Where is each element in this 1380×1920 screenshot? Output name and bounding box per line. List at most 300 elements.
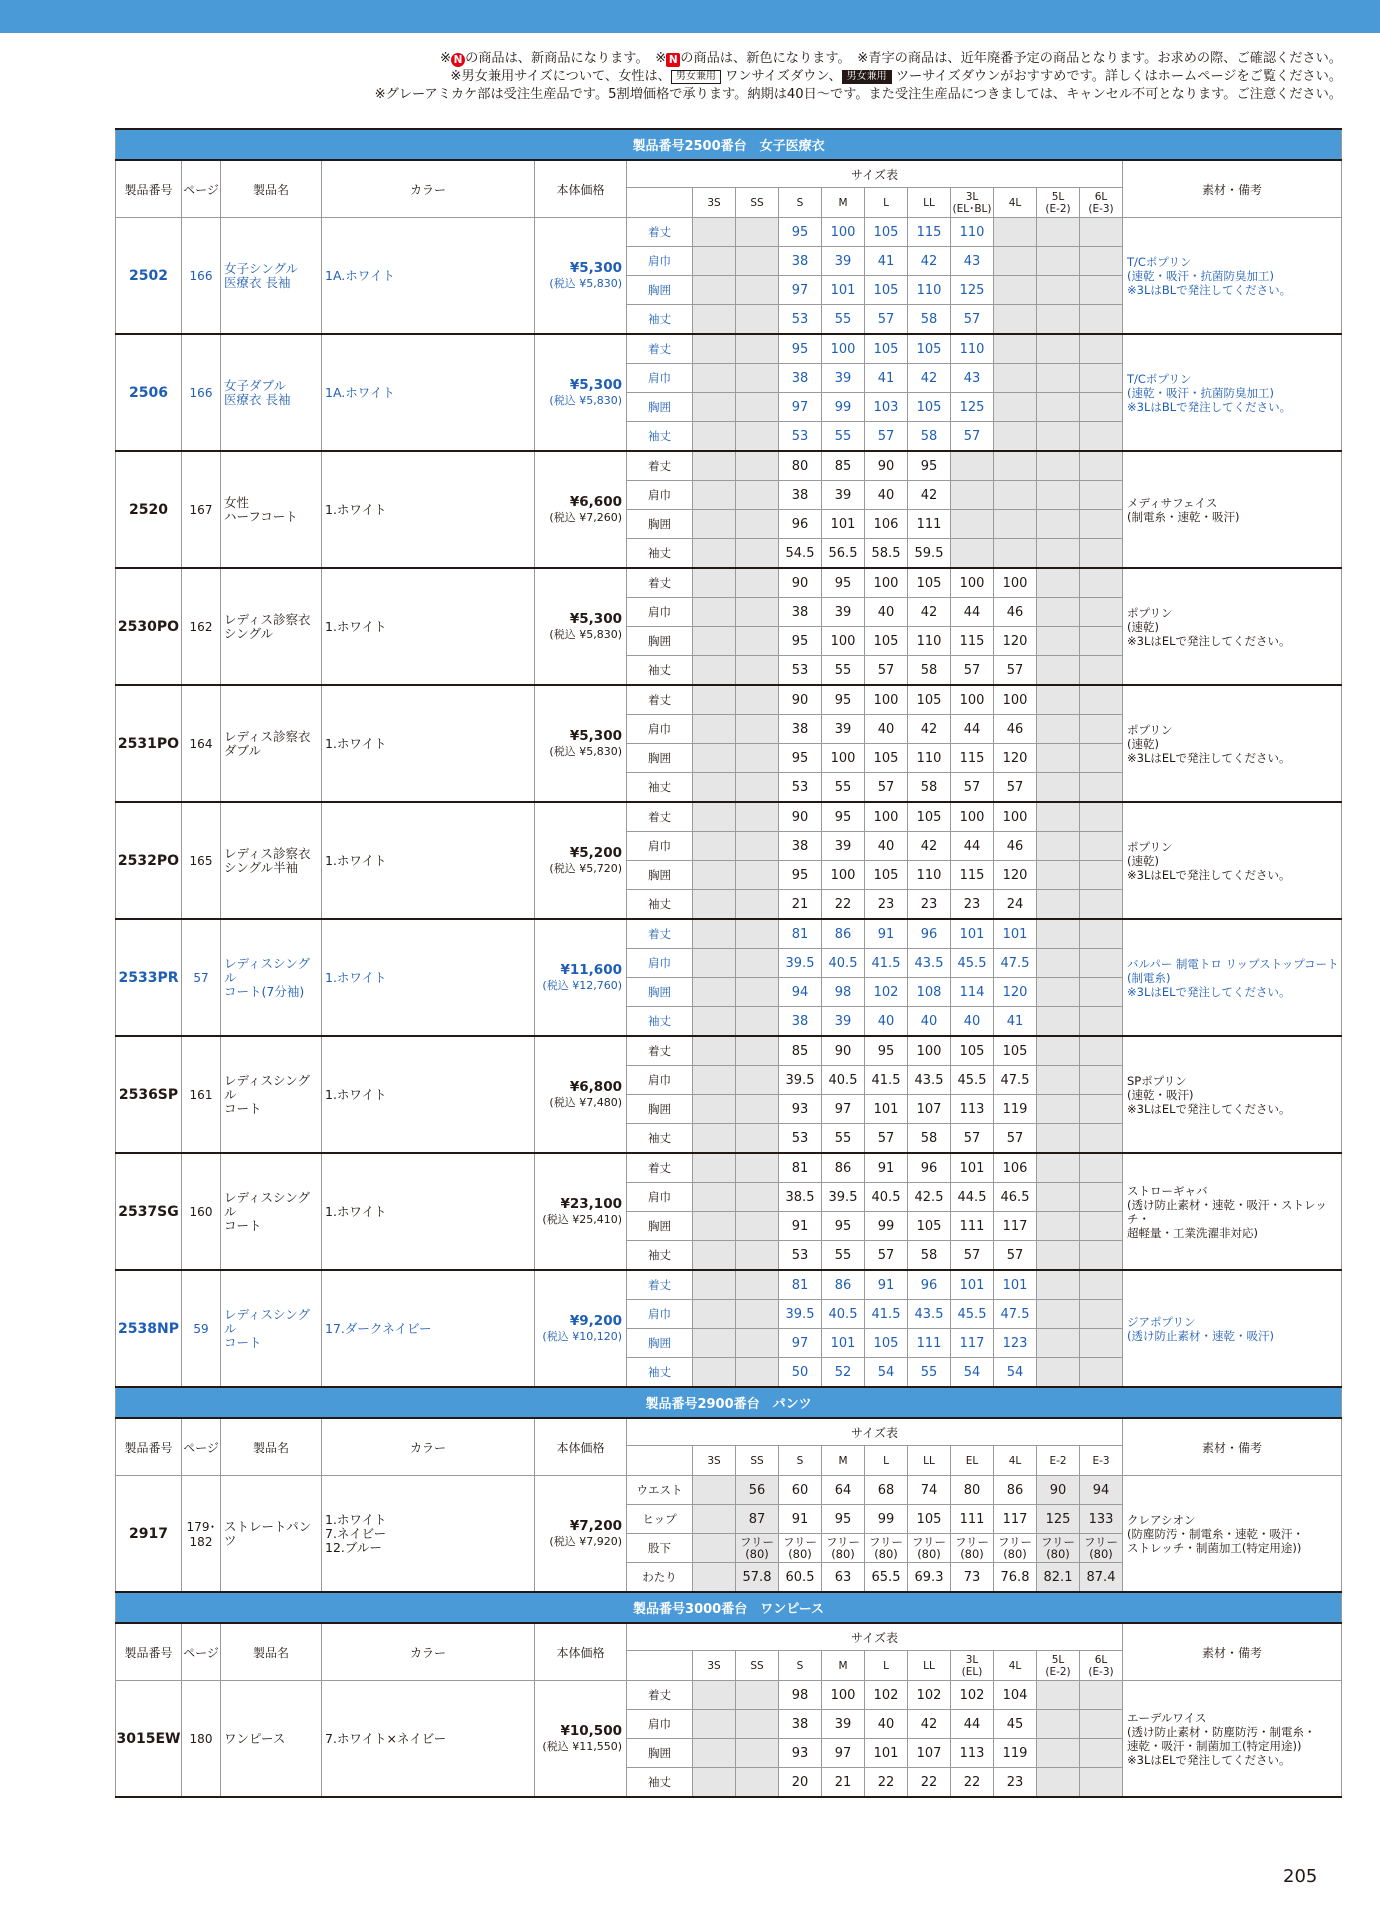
size-value: 105 xyxy=(865,861,908,890)
size-value xyxy=(1037,1681,1080,1710)
size-value xyxy=(693,1476,736,1505)
size-value xyxy=(1080,510,1123,539)
size-value: 41.5 xyxy=(865,949,908,978)
size-value: 100 xyxy=(865,568,908,598)
price-base: ¥5,300 xyxy=(569,727,622,744)
size-header xyxy=(1037,1446,1080,1476)
size-value: 90 xyxy=(779,685,822,715)
measurement-label: 着丈 xyxy=(627,1681,693,1710)
size-value xyxy=(1037,481,1080,510)
size-value: 39.5 xyxy=(779,1300,822,1329)
size-value xyxy=(693,1007,736,1037)
product-number: 2530PO xyxy=(116,568,182,685)
size-value: 41.5 xyxy=(865,1066,908,1095)
unisex-tag-dark: 男女兼用 xyxy=(842,70,892,84)
size-header xyxy=(822,1446,865,1476)
size-value xyxy=(1037,744,1080,773)
page-header: ページ xyxy=(182,1418,221,1476)
size-value xyxy=(951,481,994,510)
size-value: 105 xyxy=(994,1036,1037,1066)
note-text: ワンサイズダウン、 xyxy=(725,69,842,84)
size-value: 95 xyxy=(779,334,822,364)
product-name xyxy=(221,1153,322,1270)
product-color xyxy=(322,685,535,802)
price-base: ¥5,300 xyxy=(569,610,622,627)
size-header xyxy=(951,188,994,218)
size-value: 44 xyxy=(951,1710,994,1739)
product-price xyxy=(535,802,627,919)
size-value: 100 xyxy=(865,802,908,832)
size-value: 40 xyxy=(865,1007,908,1037)
size-value xyxy=(1037,1739,1080,1768)
page-header: ページ xyxy=(182,1623,221,1681)
product-size-row xyxy=(116,451,1342,481)
size-value: 58 xyxy=(908,305,951,335)
material-notes xyxy=(1123,919,1342,1036)
size-value xyxy=(736,627,779,656)
size-value: 22 xyxy=(822,890,865,920)
material-line: ポプリン xyxy=(1127,722,1173,737)
size-value xyxy=(1037,539,1080,569)
size-value: 95 xyxy=(822,802,865,832)
measurement-label: わたり xyxy=(627,1563,693,1593)
size-value xyxy=(736,890,779,920)
size-value: 86 xyxy=(822,919,865,949)
size-value: 76.8 xyxy=(994,1563,1037,1593)
size-value: 85 xyxy=(779,1036,822,1066)
product-number-header: 製品番号 xyxy=(116,160,182,218)
size-value: 43 xyxy=(951,247,994,276)
size-value: 91 xyxy=(865,1270,908,1300)
size-value xyxy=(736,276,779,305)
product-number: 2532PO xyxy=(116,802,182,919)
size-value: 105 xyxy=(865,218,908,247)
size-value xyxy=(736,715,779,744)
size-name: L xyxy=(883,1659,889,1672)
size-value xyxy=(736,451,779,481)
size-table-header: サイズ表 xyxy=(627,1623,1123,1651)
size-value: 57 xyxy=(994,1124,1037,1154)
size-header xyxy=(779,1446,822,1476)
size-value: 100 xyxy=(951,568,994,598)
size-value xyxy=(1037,1124,1080,1154)
size-value: 100 xyxy=(994,802,1037,832)
size-header xyxy=(779,188,822,218)
size-value xyxy=(951,451,994,481)
product-number: 2506 xyxy=(116,334,182,451)
color-line: 1.ホワイト xyxy=(325,501,387,517)
material-line: 速乾・吸汗・制菌加工(特定用途)) xyxy=(1127,1738,1302,1753)
size-value xyxy=(736,598,779,627)
size-value: 105 xyxy=(865,744,908,773)
price-base: ¥9,200 xyxy=(569,1312,622,1329)
product-name xyxy=(221,919,322,1036)
product-name-line: レディスシングル xyxy=(224,955,310,985)
size-value: 120 xyxy=(994,744,1037,773)
notes-block xyxy=(375,50,1342,104)
size-value xyxy=(693,773,736,803)
size-value: 57 xyxy=(951,422,994,452)
note-text: の商品は、新色になります。 ※青字の商品は、近年廃番予定の商品となります。お求めの際、ご確認ください。 xyxy=(680,51,1342,66)
size-header xyxy=(1080,188,1123,218)
price-tax-included: (税込 ¥5,830) xyxy=(549,744,622,758)
product-color xyxy=(322,568,535,685)
note-text: ツーサイズダウンがおすすめです。詳しくはホームページをご覧ください。 xyxy=(895,69,1342,84)
color-header: カラー xyxy=(322,1418,535,1476)
size-value: 24 xyxy=(994,890,1037,920)
price-base: ¥7,200 xyxy=(569,1517,622,1534)
size-value: 41 xyxy=(865,247,908,276)
size-value: 46.5 xyxy=(994,1183,1037,1212)
material-notes xyxy=(1123,1153,1342,1270)
size-value: フリー (80) xyxy=(908,1534,951,1563)
size-value xyxy=(1037,1768,1080,1798)
size-value: 47.5 xyxy=(994,949,1037,978)
size-header xyxy=(994,188,1037,218)
color-line: 7.ホワイト×ネイビー xyxy=(325,1730,447,1746)
measurement-label: 袖丈 xyxy=(627,773,693,803)
product-number-header: 製品番号 xyxy=(116,1623,182,1681)
size-name: 4L xyxy=(1008,1454,1022,1467)
size-value: 100 xyxy=(865,685,908,715)
size-value xyxy=(1080,1153,1123,1183)
size-value xyxy=(693,1358,736,1388)
size-value: 60 xyxy=(779,1476,822,1505)
size-value: 96 xyxy=(908,1153,951,1183)
size-value: 90 xyxy=(1037,1476,1080,1505)
size-value: 86 xyxy=(822,1270,865,1300)
measurement-label: 着丈 xyxy=(627,451,693,481)
size-value: 21 xyxy=(822,1768,865,1798)
product-name-line: レディスシングル xyxy=(224,1072,310,1102)
product-name-line: コート xyxy=(224,1334,262,1350)
color-line: 1.ホワイト xyxy=(325,852,387,868)
size-value xyxy=(693,422,736,452)
measurement-label: 胸囲 xyxy=(627,510,693,539)
size-value xyxy=(1080,305,1123,335)
size-value xyxy=(1080,656,1123,686)
size-value: 80 xyxy=(951,1476,994,1505)
product-name-line: レディスシングル xyxy=(224,1189,310,1219)
size-value: 111 xyxy=(951,1505,994,1534)
material-line: (速乾) xyxy=(1127,619,1159,634)
catalog-page-value: 161 xyxy=(189,1087,213,1102)
size-name: M xyxy=(838,1659,848,1672)
catalog-page xyxy=(182,1036,221,1153)
size-value: 82.1 xyxy=(1037,1563,1080,1593)
note-text: ※ xyxy=(440,51,452,66)
size-value: フリー (80) xyxy=(736,1534,779,1563)
catalog-page xyxy=(182,568,221,685)
size-value: 52 xyxy=(822,1358,865,1388)
size-value xyxy=(736,773,779,803)
size-value: 93 xyxy=(779,1739,822,1768)
size-value: 96 xyxy=(908,919,951,949)
size-value xyxy=(1037,861,1080,890)
size-value: 40.5 xyxy=(822,1300,865,1329)
product-name-line: 女子ダブル xyxy=(224,377,287,393)
size-value: 106 xyxy=(865,510,908,539)
size-value: 81 xyxy=(779,1153,822,1183)
catalog-page-value: 167 xyxy=(189,502,213,517)
size-header xyxy=(951,1651,994,1681)
measurement-label: 肩巾 xyxy=(627,832,693,861)
product-size-table xyxy=(115,128,1342,1798)
size-value: 38.5 xyxy=(779,1183,822,1212)
catalog-page xyxy=(182,1476,221,1593)
size-value: 57 xyxy=(865,1241,908,1271)
size-value xyxy=(1080,247,1123,276)
product-name-line: 女性 xyxy=(224,494,250,510)
size-value: 58 xyxy=(908,1124,951,1154)
size-value: 99 xyxy=(865,1212,908,1241)
product-price xyxy=(535,1153,627,1270)
size-value: 95 xyxy=(779,218,822,247)
color-line: 12.ブルー xyxy=(325,1539,382,1555)
size-value: 102 xyxy=(865,978,908,1007)
size-value: 101 xyxy=(994,919,1037,949)
size-value: 55 xyxy=(822,1241,865,1271)
product-size-row xyxy=(116,334,1342,364)
product-price xyxy=(535,1476,627,1593)
size-value: 42.5 xyxy=(908,1183,951,1212)
color-line: 1.ホワイト xyxy=(325,969,387,985)
size-value: 42 xyxy=(908,247,951,276)
price-base: ¥6,800 xyxy=(569,1078,622,1095)
size-value: 21 xyxy=(779,890,822,920)
size-value xyxy=(1080,627,1123,656)
size-name: 6L xyxy=(1094,1653,1108,1666)
size-value xyxy=(1080,978,1123,1007)
product-name-line: シングル xyxy=(224,625,274,641)
size-value: 95 xyxy=(822,1505,865,1534)
size-value: 55 xyxy=(822,773,865,803)
material-line: 超軽量・工業洗濯非対応) xyxy=(1127,1225,1258,1240)
size-header xyxy=(994,1446,1037,1476)
size-value xyxy=(736,1710,779,1739)
size-value: 58 xyxy=(908,422,951,452)
size-value: 57 xyxy=(994,1241,1037,1271)
size-value: 115 xyxy=(951,744,994,773)
size-value: 43 xyxy=(951,364,994,393)
size-value: 47.5 xyxy=(994,1300,1037,1329)
size-value xyxy=(1037,247,1080,276)
size-name: 3L xyxy=(965,190,979,203)
size-value xyxy=(736,422,779,452)
size-value xyxy=(736,1153,779,1183)
size-value: 100 xyxy=(951,685,994,715)
price-tax-included: (税込 ¥5,720) xyxy=(549,861,622,875)
product-name-line: ハーフコート xyxy=(224,508,298,524)
measurement-label: 肩巾 xyxy=(627,364,693,393)
size-value xyxy=(1080,1329,1123,1358)
size-value xyxy=(693,305,736,335)
size-value xyxy=(1037,802,1080,832)
size-value: 91 xyxy=(865,1153,908,1183)
price-base: ¥5,300 xyxy=(569,376,622,393)
size-value xyxy=(1037,627,1080,656)
size-value: 40.5 xyxy=(865,1183,908,1212)
size-value: 60.5 xyxy=(779,1563,822,1593)
measurement-label: 着丈 xyxy=(627,685,693,715)
size-value xyxy=(1037,305,1080,335)
size-value xyxy=(1037,1270,1080,1300)
size-value: フリー (80) xyxy=(951,1534,994,1563)
product-price xyxy=(535,1036,627,1153)
size-value xyxy=(1037,451,1080,481)
measurement-label: 肩巾 xyxy=(627,1183,693,1212)
section-title: 製品番号2500番台 女子医療衣 xyxy=(116,129,1342,160)
size-value xyxy=(1037,276,1080,305)
size-value xyxy=(736,832,779,861)
product-number: 2533PR xyxy=(116,919,182,1036)
size-value xyxy=(736,1739,779,1768)
material-notes xyxy=(1123,685,1342,802)
size-value: 73 xyxy=(951,1563,994,1593)
size-value: 57 xyxy=(951,1124,994,1154)
size-value xyxy=(1080,218,1123,247)
material-line: (防塵防汚・制電糸・速乾・吸汗・ xyxy=(1127,1526,1304,1541)
size-value xyxy=(1080,1710,1123,1739)
size-name: E-3 xyxy=(1092,1454,1110,1467)
size-value: 42 xyxy=(908,598,951,627)
product-name-line: コート xyxy=(224,1217,262,1233)
size-value: 105 xyxy=(908,334,951,364)
size-header xyxy=(865,188,908,218)
measurement-label: 着丈 xyxy=(627,1036,693,1066)
size-value xyxy=(693,1563,736,1593)
column-header-row xyxy=(116,1418,1342,1446)
product-size-row xyxy=(116,1681,1342,1710)
size-value: 45.5 xyxy=(951,949,994,978)
column-header-row xyxy=(116,1623,1342,1651)
size-value: 107 xyxy=(908,1095,951,1124)
size-name: S xyxy=(796,196,804,209)
size-value xyxy=(693,802,736,832)
size-value: 39 xyxy=(822,247,865,276)
size-value: 101 xyxy=(822,1329,865,1358)
catalog-page-value: 165 xyxy=(189,853,213,868)
material-notes xyxy=(1123,1681,1342,1798)
size-value: 56 xyxy=(736,1476,779,1505)
product-number: 2537SG xyxy=(116,1153,182,1270)
size-value xyxy=(693,334,736,364)
size-value: 55 xyxy=(822,656,865,686)
product-size-row xyxy=(116,1036,1342,1066)
size-value: 53 xyxy=(779,1124,822,1154)
section-header-row xyxy=(116,1387,1342,1418)
size-value: 102 xyxy=(951,1681,994,1710)
size-value xyxy=(693,393,736,422)
size-value: 95 xyxy=(779,861,822,890)
measurement-label: 袖丈 xyxy=(627,539,693,569)
size-value: 42 xyxy=(908,364,951,393)
size-value xyxy=(1037,364,1080,393)
size-value xyxy=(693,1505,736,1534)
measurement-label: 袖丈 xyxy=(627,305,693,335)
size-value: 54.5 xyxy=(779,539,822,569)
size-value xyxy=(994,364,1037,393)
catalog-page-value: 166 xyxy=(189,268,213,283)
size-value: 117 xyxy=(951,1329,994,1358)
measurement-label: 胸囲 xyxy=(627,744,693,773)
size-value: 101 xyxy=(822,510,865,539)
size-table-header: サイズ表 xyxy=(627,160,1123,188)
size-value: 133 xyxy=(1080,1505,1123,1534)
size-name: LL xyxy=(923,1454,935,1467)
material-line: (速乾・吸汗・抗菌防臭加工) xyxy=(1127,268,1274,283)
size-value xyxy=(1080,1739,1123,1768)
size-value xyxy=(736,1007,779,1037)
material-line: ポプリン xyxy=(1127,839,1173,854)
size-value xyxy=(736,861,779,890)
size-value: 105 xyxy=(865,334,908,364)
product-number: 2531PO xyxy=(116,685,182,802)
size-value: 38 xyxy=(779,598,822,627)
size-value: 53 xyxy=(779,1241,822,1271)
size-value: 111 xyxy=(951,1212,994,1241)
size-value: 38 xyxy=(779,1710,822,1739)
size-name: L xyxy=(883,196,889,209)
size-name: 5L xyxy=(1051,1653,1065,1666)
size-value: 23 xyxy=(908,890,951,920)
size-value xyxy=(1080,685,1123,715)
color-line: 1.ホワイト xyxy=(325,1511,387,1527)
color-line: 7.ネイビー xyxy=(325,1525,387,1541)
material-header: 素材・備考 xyxy=(1123,160,1342,218)
measurement-label: 胸囲 xyxy=(627,1739,693,1768)
size-value xyxy=(736,510,779,539)
size-value xyxy=(1080,1300,1123,1329)
size-value xyxy=(693,919,736,949)
product-number: 2536SP xyxy=(116,1036,182,1153)
size-value: 111 xyxy=(908,1329,951,1358)
material-notes xyxy=(1123,1476,1342,1593)
catalog-page-value: 162 xyxy=(189,619,213,634)
size-value xyxy=(736,949,779,978)
material-line: ※3LはBLで発注してください。 xyxy=(1127,399,1292,414)
size-value: 57 xyxy=(865,773,908,803)
size-name: 3S xyxy=(707,1454,721,1467)
size-value xyxy=(1080,861,1123,890)
size-value xyxy=(736,802,779,832)
size-value xyxy=(951,539,994,569)
product-name xyxy=(221,685,322,802)
product-name xyxy=(221,1036,322,1153)
size-value: 113 xyxy=(951,1739,994,1768)
size-value: 94 xyxy=(1080,1476,1123,1505)
material-line: ストレッチ・制菌加工(特定用途)) xyxy=(1127,1540,1302,1555)
price-base: ¥5,200 xyxy=(569,844,622,861)
size-value: 123 xyxy=(994,1329,1037,1358)
size-header xyxy=(1080,1651,1123,1681)
size-value: 38 xyxy=(779,1007,822,1037)
size-value: フリー (80) xyxy=(865,1534,908,1563)
size-value xyxy=(693,656,736,686)
catalog-page xyxy=(182,1681,221,1798)
size-value xyxy=(1037,393,1080,422)
product-name-line: ダブル xyxy=(224,742,262,758)
page-header: ページ xyxy=(182,160,221,218)
catalog-page xyxy=(182,334,221,451)
product-name-line: 女子シングル xyxy=(224,260,299,276)
measurement-label: 胸囲 xyxy=(627,276,693,305)
measurement-label: 肩巾 xyxy=(627,1300,693,1329)
size-value xyxy=(994,247,1037,276)
product-name-header: 製品名 xyxy=(221,160,322,218)
size-value xyxy=(1080,568,1123,598)
size-value: 114 xyxy=(951,978,994,1007)
